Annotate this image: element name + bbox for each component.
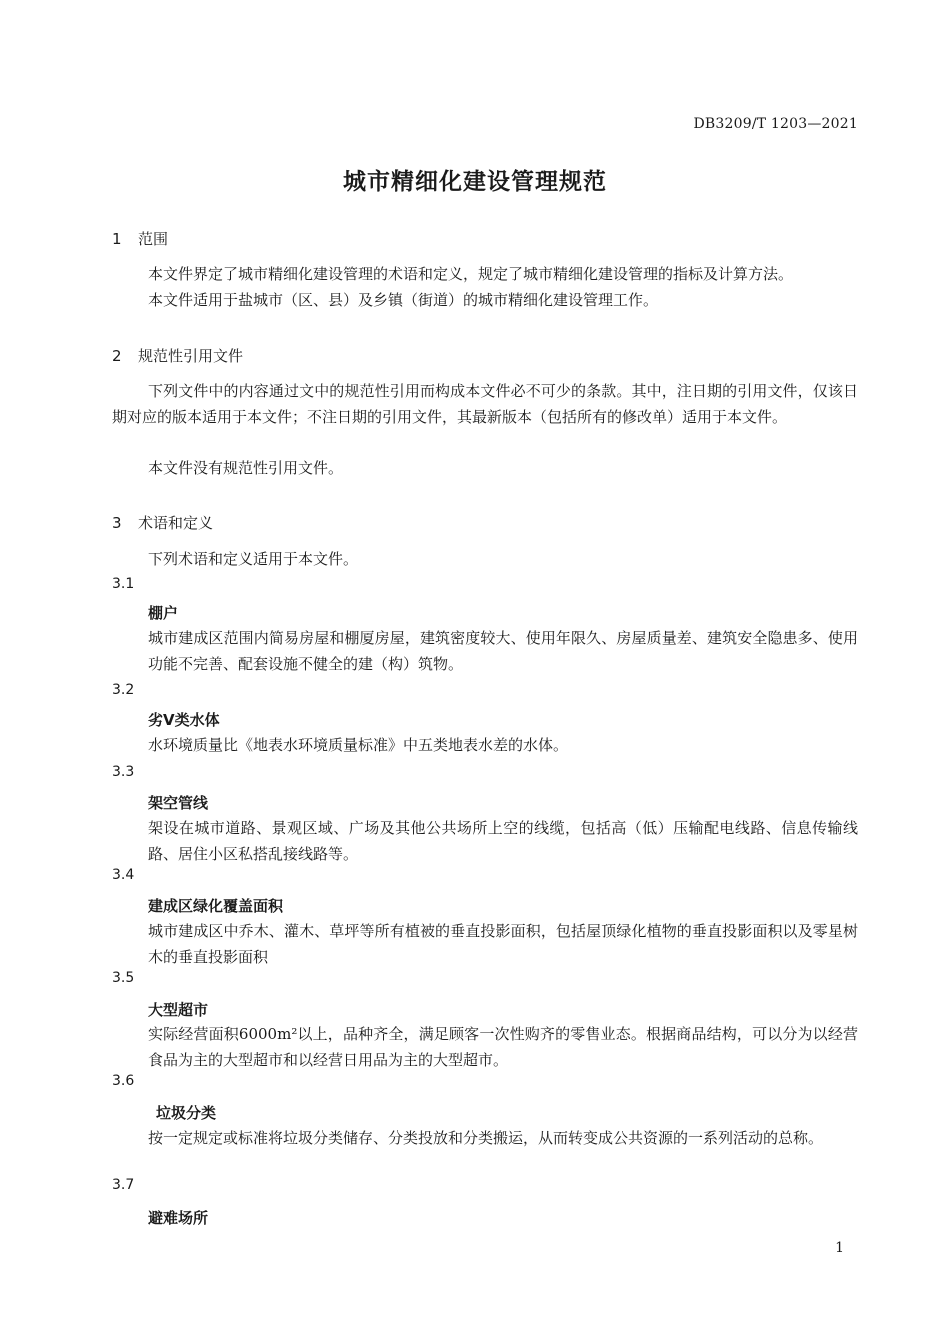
clause-number: 3.4 (112, 867, 135, 883)
term-definition: 城市建成区中乔木、灌木、草坪等所有植被的垂直投影面积，包括屋顶绿化植物的垂直投影面积以及零星树木的垂直投影面积 (148, 922, 858, 966)
clause-number: 3.5 (112, 970, 135, 986)
term-definition (148, 625, 858, 677)
page-title: 城市精细化建设管理规范 (343, 169, 607, 195)
section-heading-normative-references (112, 345, 243, 366)
clause-number: 3.1 (112, 576, 135, 592)
term-definition: 按一定规定或标准将垃圾分类储存、分类投放和分类搬运，从而转变成公共资源的一系列活动的总称。 (148, 1129, 824, 1147)
section-number: 2 (112, 347, 122, 365)
section-number: 3 (112, 514, 122, 532)
section-heading-scope (112, 228, 168, 249)
term-definition: 水环境质量比《地表水环境质量标准》中五类地表水差的水体。 (148, 736, 569, 754)
section-title: 范围 (138, 230, 169, 248)
definition-text: 城市建成区范围内简易房屋和棚厦房屋，建筑密度较大、使用年限久、房屋质量差、建筑安全隐患多、使用功能不完善、配套设施不健全的建（构）筑物。 (148, 629, 858, 673)
paragraph: 下列文件中的内容通过文中的规范性引用而构成本文件必不可少的条款。其中，注日期的引用文件，仅该日期对应的版本适用于本文件；不注日期的引用文件，其最新版本（包括所有的修改单）适用于本文件。 (112, 382, 858, 426)
paragraph: 本文件没有规范性引用文件。 (148, 459, 344, 477)
term-definition: 实际经营面积6000m²以上，品种齐全，满足顾客一次性购齐的零售业态。根据商品结构，可以分为以经营食品为主的大型超市和以经营日用品为主的大型超市。 (148, 1025, 858, 1069)
term-title: 垃圾分类 (156, 1104, 217, 1122)
term-definition: 架设在城市道路、景观区域、广场及其他公共场所上空的线缆，包括高（低）压输配电线路、信息传输线路、居住小区私搭乱接线路等。 (148, 819, 858, 863)
paragraph: 本文件界定了城市精细化建设管理的术语和定义，规定了城市精细化建设管理的指标及计算方法。 (148, 265, 794, 283)
section-number: 1 (112, 230, 122, 248)
paragraph: 本文件适用于盐城市（区、县）及乡镇（街道）的城市精细化建设管理工作。 (148, 291, 659, 309)
term-title: 劣Ⅴ类水体 (148, 711, 220, 729)
section-title: 术语和定义 (138, 514, 214, 532)
clause-number: 3.2 (112, 682, 135, 698)
clause-number: 3.6 (112, 1073, 135, 1089)
term-title: 棚户 (148, 604, 179, 622)
term-title: 避难场所 (148, 1209, 209, 1227)
term-title: 架空管线 (148, 794, 209, 812)
term-title: 建成区绿化覆盖面积 (148, 897, 284, 915)
paragraph: 下列术语和定义适用于本文件。 (148, 550, 359, 568)
section-heading-terms (112, 512, 213, 533)
clause-number: 3.7 (112, 1177, 135, 1193)
term-title: 大型超市 (148, 1001, 209, 1019)
document-code: DB3209/T 1203—2021 (693, 116, 858, 132)
section-title: 规范性引用文件 (138, 347, 244, 365)
clause-number: 3.3 (112, 764, 135, 780)
page-number: 1 (835, 1240, 844, 1256)
